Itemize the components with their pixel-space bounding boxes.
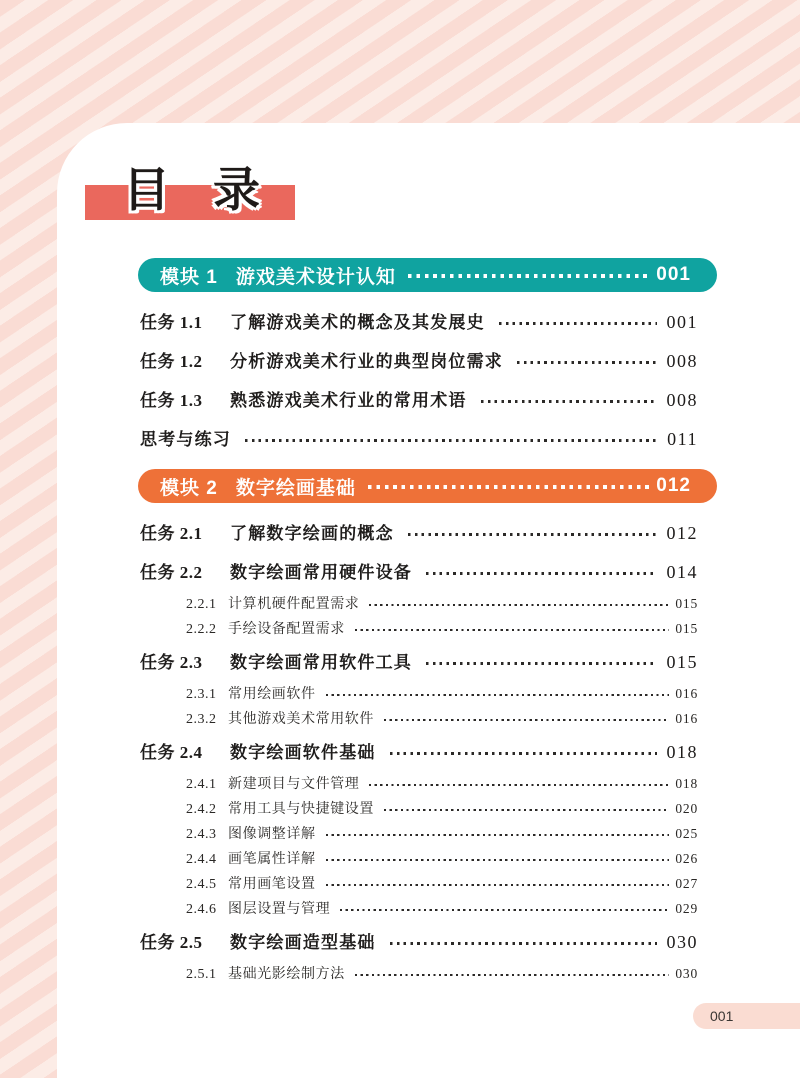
entry-title: 常用画笔设置 — [228, 877, 316, 892]
entry-page-number: 008 — [666, 351, 698, 371]
dot-leader — [499, 322, 657, 325]
entry-title: 了解游戏美术的概念及其发展史 — [230, 313, 485, 332]
dot-leader — [368, 485, 651, 489]
entry-page-number: 001 — [666, 312, 698, 332]
entry-page-number: 011 — [667, 429, 698, 449]
module-entries — [138, 523, 717, 983]
entry-number: 任务 2.1 — [140, 524, 203, 543]
dot-leader — [426, 662, 657, 665]
dot-leader — [326, 694, 670, 696]
entry-title: 数字绘画常用硬件设备 — [230, 563, 412, 582]
entry-page-number: 018 — [675, 776, 698, 791]
dot-leader — [340, 909, 669, 911]
title-block — [57, 123, 800, 220]
module-title: 游戏美术设计认知 — [235, 266, 396, 288]
toc-entry-sub — [140, 965, 698, 983]
toc-entry-task — [140, 742, 698, 763]
module-prefix: 模块 2 — [160, 477, 218, 499]
entry-page-number: 016 — [675, 711, 698, 726]
entry-title: 手绘设备配置需求 — [228, 622, 345, 637]
dot-leader — [245, 439, 657, 442]
dot-leader — [355, 629, 670, 631]
entry-title: 了解数字绘画的概念 — [230, 524, 394, 543]
toc-entry-sub — [140, 710, 698, 728]
entry-title: 数字绘画常用软件工具 — [230, 653, 412, 672]
toc-entry-task — [140, 390, 698, 411]
toc-entry-sub — [140, 900, 698, 918]
entry-title: 熟悉游戏美术行业的常用术语 — [230, 391, 467, 410]
dot-leader — [384, 719, 669, 721]
toc-entry-sub — [140, 850, 698, 868]
entry-title: 常用工具与快捷键设置 — [228, 802, 374, 817]
entry-number: 2.3.1 — [186, 687, 217, 702]
entry-title: 计算机硬件配置需求 — [228, 597, 360, 612]
entry-page-number: 015 — [666, 652, 698, 672]
entry-page-number: 030 — [666, 932, 698, 952]
dot-leader — [481, 400, 657, 403]
entry-number: 任务 2.3 — [140, 653, 203, 672]
toc-entry-task — [140, 312, 698, 333]
toc-entry-task — [140, 429, 698, 450]
entry-page-number: 012 — [666, 523, 698, 543]
module-entries — [138, 312, 717, 450]
entry-number: 任务 2.2 — [140, 563, 203, 582]
entry-page-number: 025 — [675, 826, 698, 841]
content-panel — [57, 123, 800, 1078]
entry-title: 数字绘画造型基础 — [230, 933, 376, 952]
entry-number: 任务 2.4 — [140, 743, 203, 762]
module-page-number: 012 — [656, 475, 691, 496]
entry-number: 任务 1.2 — [140, 352, 203, 371]
entry-page-number: 018 — [666, 742, 698, 762]
entry-page-number: 026 — [675, 851, 698, 866]
toc-entry-sub — [140, 620, 698, 638]
entry-title: 思考与练习 — [140, 430, 231, 449]
toc-entry-sub — [140, 825, 698, 843]
dot-leader — [369, 604, 669, 606]
module-prefix: 模块 1 — [160, 266, 218, 288]
entry-page-number: 015 — [675, 621, 698, 636]
entry-number: 2.2.2 — [186, 622, 217, 637]
module-section — [138, 258, 717, 450]
entry-number: 任务 2.5 — [140, 933, 203, 952]
toc-entry-sub — [140, 595, 698, 613]
footer-page-number: 001 — [710, 1008, 734, 1024]
dot-leader — [408, 274, 651, 278]
module-header — [138, 469, 717, 503]
entry-number: 任务 1.3 — [140, 391, 203, 410]
entry-page-number: 016 — [675, 686, 698, 701]
entry-number: 2.2.1 — [186, 597, 217, 612]
dot-leader — [355, 974, 670, 976]
dot-leader — [326, 834, 670, 836]
entry-page-number: 008 — [666, 390, 698, 410]
entry-title: 画笔属性详解 — [228, 852, 316, 867]
entry-number: 2.4.1 — [186, 777, 217, 792]
entry-number: 2.4.3 — [186, 827, 217, 842]
entry-page-number: 020 — [675, 801, 698, 816]
dot-leader — [426, 572, 657, 575]
dot-leader — [517, 361, 657, 364]
module-header — [138, 258, 717, 292]
entry-title: 其他游戏美术常用软件 — [228, 712, 374, 727]
entry-page-number: 027 — [675, 876, 698, 891]
entry-number: 2.4.5 — [186, 877, 217, 892]
module-page-number: 001 — [656, 264, 691, 285]
entry-page-number: 015 — [675, 596, 698, 611]
entry-title: 图像调整详解 — [228, 827, 316, 842]
toc-entry-task — [140, 523, 698, 544]
toc-entry-task — [140, 652, 698, 673]
entry-page-number: 030 — [675, 966, 698, 981]
entry-page-number: 029 — [675, 901, 698, 916]
dot-leader — [390, 752, 657, 755]
page-title: 目 录 — [123, 163, 263, 216]
entry-title: 新建项目与文件管理 — [228, 777, 360, 792]
toc-entry-sub — [140, 800, 698, 818]
toc-list — [138, 258, 717, 983]
entry-number: 2.4.4 — [186, 852, 217, 867]
toc-entry-sub — [140, 875, 698, 893]
dot-leader — [384, 809, 669, 811]
dot-leader — [408, 533, 657, 536]
toc-entry-sub — [140, 685, 698, 703]
entry-title: 数字绘画软件基础 — [230, 743, 376, 762]
entry-number: 2.4.6 — [186, 902, 217, 917]
entry-title: 分析游戏美术行业的典型岗位需求 — [230, 352, 503, 371]
dot-leader — [326, 884, 670, 886]
entry-number: 任务 1.1 — [140, 313, 203, 332]
entry-number: 2.5.1 — [186, 967, 217, 982]
dot-leader — [326, 859, 670, 861]
dot-leader — [390, 942, 657, 945]
toc-entry-task — [140, 562, 698, 583]
module-section — [138, 469, 717, 983]
toc-entry-task — [140, 351, 698, 372]
entry-number: 2.4.2 — [186, 802, 217, 817]
footer-page-badge — [693, 1003, 800, 1029]
entry-page-number: 014 — [666, 562, 698, 582]
toc-entry-sub — [140, 775, 698, 793]
dot-leader — [369, 784, 669, 786]
entry-number: 2.3.2 — [186, 712, 217, 727]
entry-title: 图层设置与管理 — [228, 902, 331, 917]
entry-title: 常用绘画软件 — [228, 687, 316, 702]
entry-title: 基础光影绘制方法 — [228, 967, 345, 982]
toc-entry-task — [140, 932, 698, 953]
module-title: 数字绘画基础 — [235, 477, 356, 499]
